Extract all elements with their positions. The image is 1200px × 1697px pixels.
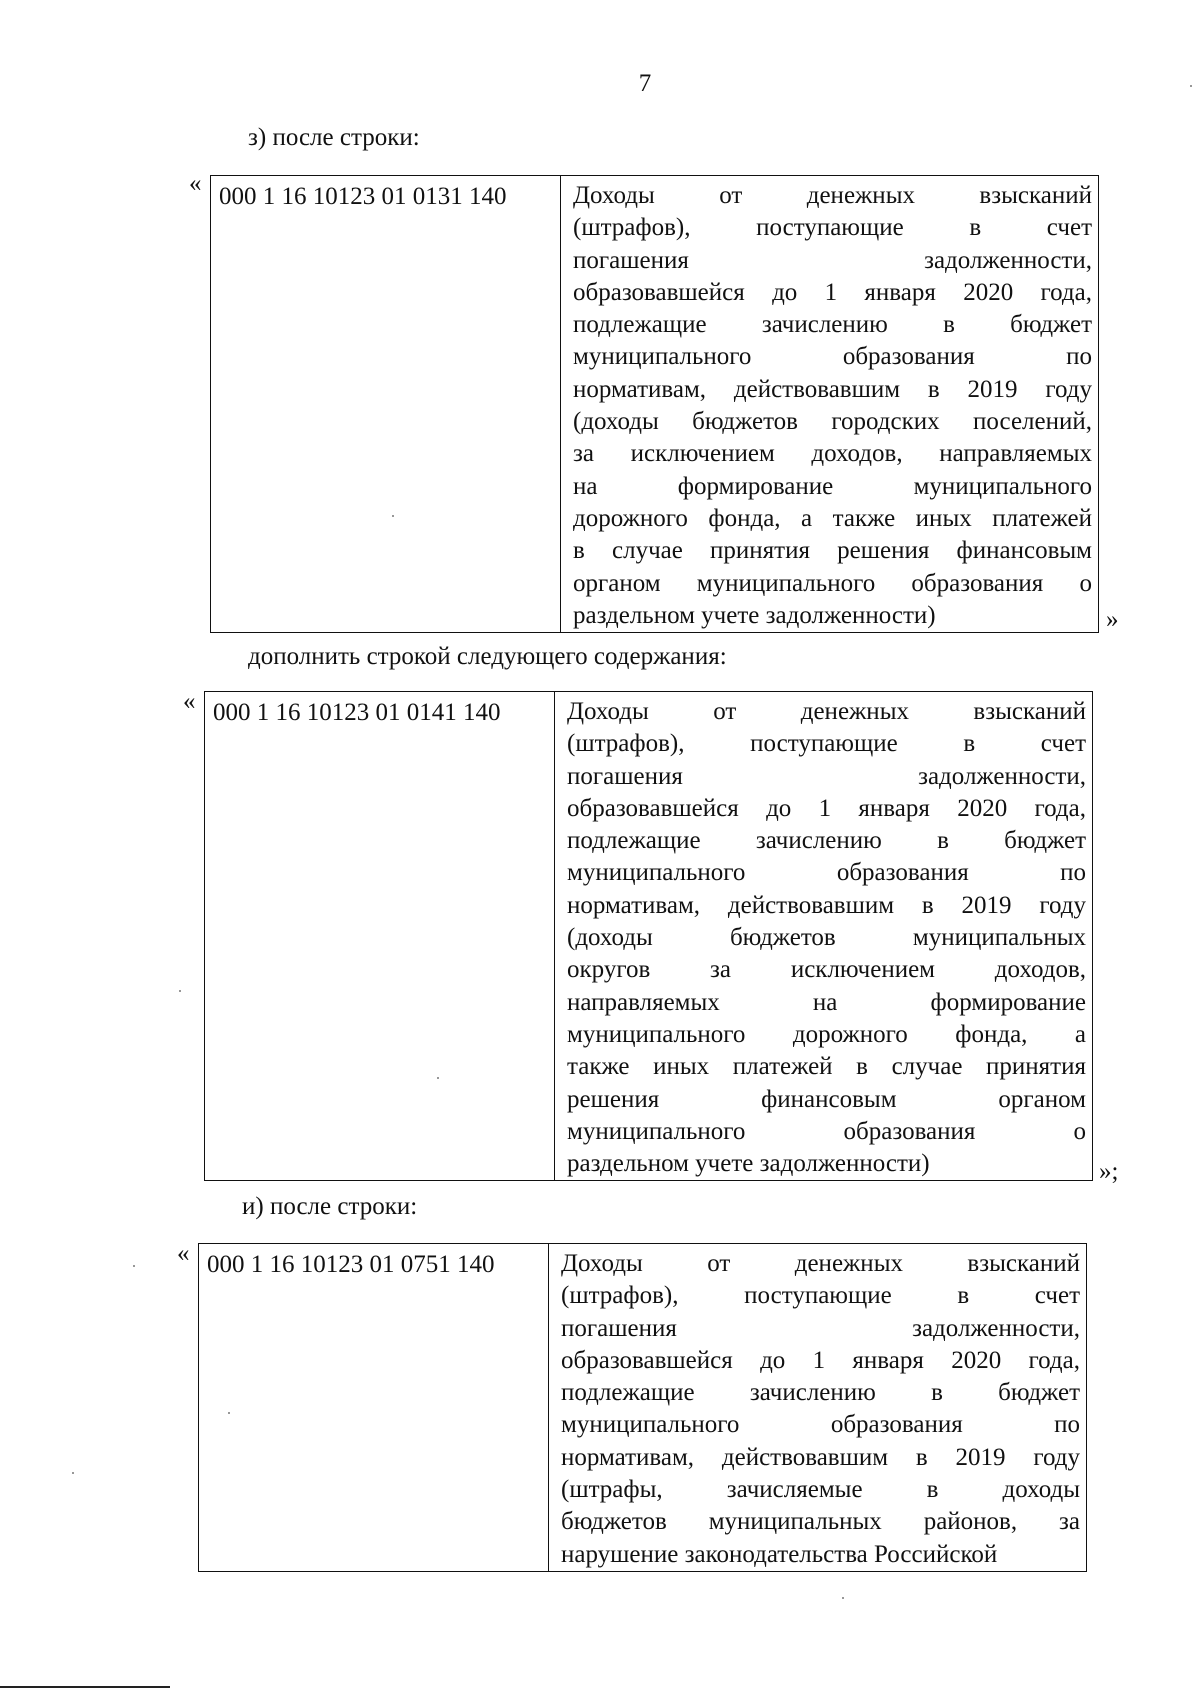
description-line: муниципального образования по xyxy=(573,343,1092,371)
description-line: бюджетов муниципальных районов, за xyxy=(561,1508,1080,1536)
budget-description xyxy=(561,176,1099,633)
description-line: образовавшейся до 1 января 2020 года, xyxy=(561,1346,1080,1374)
budget-code: 000 1 16 10123 01 0141 140 xyxy=(205,692,555,1181)
description-line: органом муниципального образования о xyxy=(573,569,1092,597)
scan-speck xyxy=(228,1412,230,1414)
close-quote: » xyxy=(1106,606,1119,633)
description-line: муниципального образования о xyxy=(567,1117,1086,1145)
description-line: нарушение законодательства Российской xyxy=(561,1540,998,1568)
description-line: раздельном учете задолженности) xyxy=(567,1150,930,1178)
description-line: направляемых на формирование xyxy=(567,988,1086,1016)
open-quote: « xyxy=(189,170,202,197)
description-line: муниципального дорожного фонда, а xyxy=(567,1020,1086,1048)
description-line: Доходы от денежных взысканий xyxy=(561,1250,1080,1277)
description-line: образовавшейся до 1 января 2020 года, xyxy=(573,278,1092,306)
close-quote: »; xyxy=(1099,1158,1119,1185)
description-line: подлежащие зачислению в бюджет xyxy=(567,827,1086,855)
description-line: в случае принятия решения финансовым xyxy=(573,537,1092,565)
description-line: (доходы бюджетов городских поселений, xyxy=(573,408,1092,436)
scan-speck xyxy=(179,990,181,992)
description-line: Доходы от денежных взысканий xyxy=(573,182,1092,209)
scan-speck xyxy=(72,1472,74,1474)
table-row xyxy=(211,176,1099,633)
description-line: образовавшейся до 1 января 2020 года, xyxy=(567,794,1086,822)
table-row xyxy=(199,1244,1087,1572)
description-line: муниципального образования по xyxy=(567,859,1086,887)
description-line: погашения задолженности, xyxy=(573,246,1092,274)
footer-rule xyxy=(0,1686,170,1688)
section-i-intro: и) после строки: xyxy=(242,1193,418,1220)
scan-speck xyxy=(392,515,394,517)
scan-speck xyxy=(133,1265,135,1267)
table-row xyxy=(205,692,1093,1181)
budget-code: 000 1 16 10123 01 0751 140 xyxy=(199,1244,549,1572)
code-table xyxy=(198,1243,1087,1572)
description-line: (штрафов), поступающие в счет xyxy=(561,1282,1080,1310)
section-z-intro: з) после строки: xyxy=(248,124,420,151)
description-line: погашения задолженности, xyxy=(561,1314,1080,1342)
description-line: решения финансовым органом xyxy=(567,1085,1086,1113)
open-quote: « xyxy=(177,1240,190,1267)
description-line: подлежащие зачислению в бюджет xyxy=(573,311,1092,339)
scan-speck xyxy=(1190,85,1192,87)
description-line: (штрафов), поступающие в счет xyxy=(573,214,1092,242)
description-line: погашения задолженности, xyxy=(567,762,1086,790)
scan-speck xyxy=(437,1077,439,1079)
description-line: на формирование муниципального xyxy=(573,472,1092,500)
description-line: раздельном учете задолженности) xyxy=(573,601,936,629)
description-line: (штрафы, зачисляемые в доходы xyxy=(561,1476,1080,1504)
section-supplement-intro: дополнить строкой следующего содержания: xyxy=(248,643,727,670)
description-line: нормативам, действовавшим в 2019 году xyxy=(561,1443,1080,1471)
description-line: Доходы от денежных взысканий xyxy=(567,698,1086,725)
budget-code: 000 1 16 10123 01 0131 140 xyxy=(211,176,561,633)
description-line: дорожного фонда, а также иных платежей xyxy=(573,504,1092,532)
description-line: также иных платежей в случае принятия xyxy=(567,1053,1086,1081)
budget-description xyxy=(555,692,1093,1181)
code-table xyxy=(210,175,1099,633)
description-line: за исключением доходов, направляемых xyxy=(573,440,1092,468)
description-line: муниципального образования по xyxy=(561,1411,1080,1439)
open-quote: « xyxy=(183,688,196,715)
description-line: (доходы бюджетов муниципальных xyxy=(567,924,1086,952)
budget-description xyxy=(549,1244,1087,1572)
code-table xyxy=(204,691,1093,1181)
description-line: (штрафов), поступающие в счет xyxy=(567,730,1086,758)
description-line: нормативам, действовавшим в 2019 году xyxy=(573,375,1092,403)
scan-speck xyxy=(842,1597,844,1599)
description-line: подлежащие зачислению в бюджет xyxy=(561,1379,1080,1407)
page-number: 7 xyxy=(638,70,652,97)
description-line: округов за исключением доходов, xyxy=(567,956,1086,984)
description-line: нормативам, действовавшим в 2019 году xyxy=(567,891,1086,919)
